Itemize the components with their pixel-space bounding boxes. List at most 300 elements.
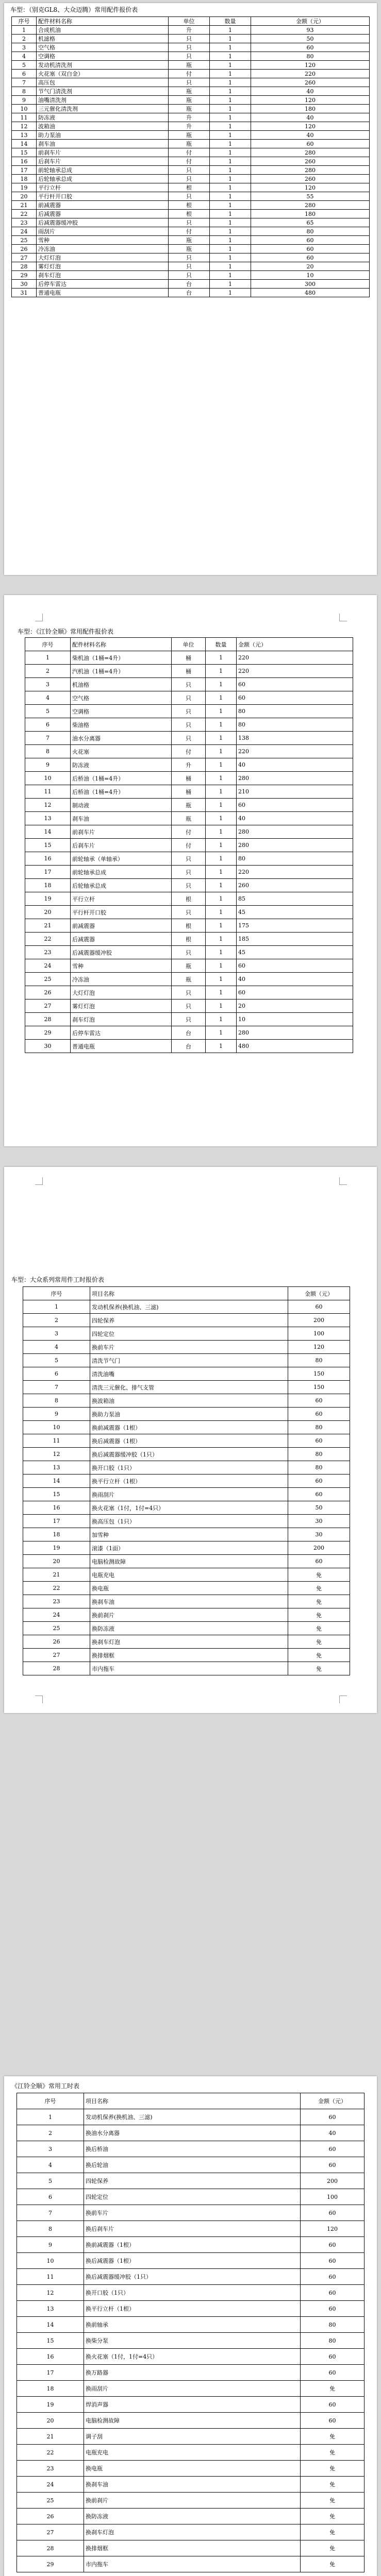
index-cell: 15 (25, 839, 71, 852)
quantity-cell: 1 (206, 959, 237, 973)
index-cell: 11 (17, 2269, 84, 2285)
amount-cell: 60 (237, 986, 353, 999)
part-name-cell: 普通电瓶 (71, 1040, 172, 1053)
table-row (25, 691, 353, 705)
index-cell: 23 (17, 2461, 84, 2477)
quantity-cell: 1 (210, 61, 251, 70)
amount-cell: 60 (237, 959, 353, 973)
table-header-row (25, 638, 353, 651)
part-name-cell: 大灯灯泡 (37, 253, 169, 262)
page-title: 车型：（别克GL8、大众迈腾）常用配件报价表 (10, 6, 138, 13)
amount-cell: 40 (251, 131, 370, 140)
table-row (23, 1555, 350, 1568)
part-name-cell: 后刹车片 (37, 157, 169, 166)
amount-cell: 80 (288, 1461, 350, 1475)
index-cell: 4 (12, 52, 37, 61)
table-row (12, 43, 370, 52)
amount-cell: 150 (288, 1381, 350, 1394)
quantity-cell: 数量 (210, 17, 251, 26)
unit-cell: 瓶 (169, 61, 210, 70)
amount-cell: 220 (251, 70, 370, 78)
amount-cell: 200 (288, 1541, 350, 1555)
unit-cell: 只 (172, 732, 206, 745)
table-row (25, 718, 353, 732)
table-row (17, 2540, 365, 2556)
part-name-cell: 柴机油（1桶=4升） (71, 651, 172, 665)
index-cell: 16 (25, 852, 71, 866)
parts-price-table (11, 16, 370, 297)
quantity-cell: 1 (206, 1026, 237, 1040)
amount-cell: 60 (251, 253, 370, 262)
amount-cell: 85 (237, 892, 353, 906)
table-row (12, 271, 370, 280)
unit-cell: 瓶 (172, 959, 206, 973)
amount-cell: 免 (288, 1649, 350, 1662)
index-cell: 14 (25, 825, 71, 839)
quantity-cell: 1 (206, 799, 237, 812)
unit-cell: 付 (172, 839, 206, 852)
amount-cell: 免 (301, 2509, 365, 2524)
item-name-cell: 换防冻液 (90, 1622, 288, 1635)
item-name-cell: 电瓶充电 (90, 1568, 288, 1582)
index-cell: 27 (12, 253, 37, 262)
unit-cell: 只 (169, 166, 210, 175)
unit-cell: 升 (172, 758, 206, 772)
index-cell: 13 (23, 1461, 90, 1475)
part-name-cell: 冷冻油 (37, 245, 169, 253)
unit-cell: 只 (172, 906, 206, 919)
index-cell: 2 (25, 665, 71, 678)
item-name-cell: 清洗节气门 (90, 1354, 288, 1367)
amount-cell: 免 (301, 2429, 365, 2445)
amount-cell: 60 (288, 1475, 350, 1488)
item-name-cell: 四轮定位 (84, 2189, 301, 2205)
index-cell: 5 (23, 1354, 90, 1367)
index-cell: 13 (17, 2301, 84, 2317)
index-cell: 26 (23, 1635, 90, 1649)
table-row (23, 1448, 350, 1461)
index-cell: 17 (12, 166, 37, 175)
index-cell: 15 (12, 148, 37, 157)
part-name-cell: 空调格 (71, 705, 172, 718)
part-name-cell: 雾灯灯泡 (71, 999, 172, 1013)
amount-cell: 40 (251, 113, 370, 122)
part-name-cell: 刹车灯泡 (71, 1013, 172, 1026)
amount-cell: 60 (237, 691, 353, 705)
index-cell: 9 (12, 96, 37, 105)
table-row (12, 210, 370, 218)
index-cell: 15 (17, 2333, 84, 2349)
part-name-cell: 发动机清洗剂 (37, 61, 169, 70)
part-name-cell: 防冻液 (71, 758, 172, 772)
part-name-cell: 平行杆开口胶 (71, 906, 172, 919)
unit-cell: 升 (169, 113, 210, 122)
amount-cell: 220 (237, 665, 353, 678)
table-row (25, 946, 353, 959)
margin-corner (35, 1696, 43, 1703)
index-cell: 21 (17, 2429, 84, 2445)
unit-cell: 台 (169, 280, 210, 289)
index-cell: 2 (12, 35, 37, 43)
margin-corner (35, 1177, 43, 1185)
index-cell: 19 (17, 2397, 84, 2413)
part-name-cell: 大灯灯泡 (71, 986, 172, 999)
item-name-cell: 换雨刮片 (84, 2381, 301, 2397)
index-cell: 11 (23, 1434, 90, 1448)
index-cell: 30 (12, 280, 37, 289)
table-row (25, 732, 353, 745)
part-name-cell: 后减震器缓冲胶 (37, 218, 169, 227)
table-row (25, 1013, 353, 1026)
margin-corner (339, 1696, 347, 1703)
table-row (23, 1622, 350, 1635)
page-title: 《江铃全顺》常用工时表 (11, 2082, 80, 2090)
table-row (25, 812, 353, 825)
amount-cell: 40 (237, 812, 353, 825)
item-name-cell: 换后减震器缓冲胶（1只） (90, 1448, 288, 1461)
item-name-cell: 清洗三元催化、排气支管 (90, 1381, 288, 1394)
quantity-cell: 1 (210, 157, 251, 166)
index-cell: 25 (23, 1622, 90, 1635)
amount-cell: 免 (288, 1595, 350, 1608)
quantity-cell: 1 (210, 192, 251, 201)
amount-cell: 免 (301, 2556, 365, 2572)
item-name-cell: 清洗油嘴 (90, 1367, 288, 1381)
quantity-cell: 1 (210, 26, 251, 35)
index-cell: 21 (12, 201, 37, 210)
table-row (17, 2301, 365, 2317)
amount-cell: 免 (288, 1568, 350, 1582)
index-cell: 7 (17, 2205, 84, 2221)
amount-cell: 80 (251, 52, 370, 61)
index-cell: 15 (23, 1488, 90, 1501)
amount-cell: 60 (251, 140, 370, 148)
amount-cell: 200 (288, 1314, 350, 1327)
item-name-cell: 换雨刮片 (90, 1488, 288, 1501)
index-cell: 13 (12, 131, 37, 140)
table-row (25, 933, 353, 946)
amount-cell: 120 (288, 1341, 350, 1354)
unit-cell: 只 (169, 52, 210, 61)
table-row (23, 1635, 350, 1649)
amount-cell: 280 (237, 825, 353, 839)
item-name-cell: 换火花塞（1付，1付=4只） (90, 1501, 288, 1515)
index-cell: 9 (25, 758, 71, 772)
table-row (17, 2429, 365, 2445)
table-row (12, 113, 370, 122)
index-cell: 6 (25, 718, 71, 732)
table-row (17, 2285, 365, 2301)
table-row (25, 758, 353, 772)
amount-cell: 60 (237, 678, 353, 691)
item-name-cell: 电脑检测故障 (90, 1555, 288, 1568)
table-row (12, 96, 370, 105)
table-row (17, 2493, 365, 2509)
part-name-cell: 平行立杆 (71, 892, 172, 906)
table-row (17, 2205, 365, 2221)
unit-cell: 桶 (172, 651, 206, 665)
item-name-cell: 电脑检测故障 (84, 2413, 301, 2429)
item-name-cell: 电瓶充电 (84, 2445, 301, 2461)
unit-cell: 只 (169, 43, 210, 52)
amount-cell: 480 (251, 289, 370, 297)
part-name-cell: 合成机油 (37, 26, 169, 35)
index-cell: 24 (17, 2477, 84, 2493)
amount-cell: 金额（元） (288, 1287, 350, 1300)
part-name-cell: 助力泵油 (37, 131, 169, 140)
table-header-row (23, 1287, 350, 1300)
amount-cell: 免 (288, 1608, 350, 1622)
unit-cell: 只 (169, 35, 210, 43)
index-cell: 16 (17, 2349, 84, 2365)
index-cell: 21 (23, 1568, 90, 1582)
amount-cell: 60 (301, 2237, 365, 2253)
index-cell: 7 (23, 1381, 90, 1394)
index-cell: 17 (25, 866, 71, 879)
amount-cell: 120 (301, 2221, 365, 2237)
table-row (25, 906, 353, 919)
document-page-3 (4, 1167, 377, 1713)
unit-cell: 只 (172, 946, 206, 959)
unit-cell: 单位 (169, 17, 210, 26)
part-name-cell: 后停车雷达 (71, 1026, 172, 1040)
item-name-cell: 市内拖车 (84, 2556, 301, 2572)
part-name-cell: 后桥油（1桶=4升） (71, 772, 172, 785)
amount-cell: 220 (237, 866, 353, 879)
table-row (25, 852, 353, 866)
unit-cell: 只 (172, 866, 206, 879)
table-row (25, 973, 353, 986)
table-row (25, 799, 353, 812)
quantity-cell: 1 (210, 289, 251, 297)
amount-cell: 60 (251, 43, 370, 52)
quantity-cell: 1 (210, 52, 251, 61)
item-name-cell: 调子刮 (84, 2429, 301, 2445)
item-name-cell: 项目名称 (84, 2093, 301, 2109)
index-cell: 3 (25, 678, 71, 691)
index-cell: 12 (25, 799, 71, 812)
index-cell: 5 (12, 61, 37, 70)
index-cell: 12 (23, 1448, 90, 1461)
margin-corner (339, 1177, 347, 1185)
unit-cell: 只 (172, 718, 206, 732)
index-cell: 28 (23, 1662, 90, 1675)
table-row (23, 1568, 350, 1582)
item-name-cell: 换刹车灯泡 (90, 1635, 288, 1649)
table-row (12, 122, 370, 131)
index-cell: 5 (17, 2173, 84, 2189)
index-cell: 22 (23, 1582, 90, 1595)
amount-cell: 30 (288, 1528, 350, 1541)
unit-cell: 升 (169, 122, 210, 131)
amount-cell: 60 (301, 2269, 365, 2285)
index-cell: 14 (23, 1475, 90, 1488)
unit-cell: 只 (172, 705, 206, 718)
amount-cell: 免 (288, 1635, 350, 1649)
page-title: 车型：《江铃全顺》常用配件报价表 (18, 628, 114, 635)
table-row (12, 262, 370, 271)
amount-cell: 60 (288, 1555, 350, 1568)
table-row (17, 2477, 365, 2493)
amount-cell: 80 (237, 852, 353, 866)
index-cell: 18 (23, 1528, 90, 1541)
table-row (17, 2157, 365, 2173)
unit-cell: 只 (172, 879, 206, 892)
part-name-cell: 机滤格 (37, 35, 169, 43)
table-row (23, 1608, 350, 1622)
amount-cell: 220 (237, 745, 353, 758)
item-name-cell: 四轮保养 (90, 1314, 288, 1327)
table-row (25, 705, 353, 718)
unit-cell: 只 (169, 78, 210, 87)
unit-cell: 只 (172, 1013, 206, 1026)
index-cell: 21 (25, 919, 71, 933)
item-name-cell: 换油水分离器 (84, 2125, 301, 2141)
amount-cell: 40 (251, 87, 370, 96)
index-cell: 5 (25, 705, 71, 718)
index-cell: 27 (25, 999, 71, 1013)
table-row (25, 999, 353, 1013)
amount-cell: 60 (301, 2413, 365, 2429)
index-cell: 19 (25, 892, 71, 906)
unit-cell: 付 (169, 157, 210, 166)
quantity-cell: 1 (206, 758, 237, 772)
part-name-cell: 后桥油（1桶=4升） (71, 785, 172, 799)
table-row (25, 745, 353, 758)
amount-cell: 50 (288, 1501, 350, 1515)
item-name-cell: 换前刹片 (84, 2493, 301, 2509)
part-name-cell: 前刹车片 (71, 825, 172, 839)
amount-cell: 280 (251, 148, 370, 157)
amount-cell: 80 (288, 1448, 350, 1461)
index-cell: 29 (25, 1026, 71, 1040)
item-name-cell: 换刹车油 (84, 2477, 301, 2493)
table-row (17, 2189, 365, 2205)
item-name-cell: 换电瓶 (84, 2461, 301, 2477)
document-page-4 (4, 2076, 377, 2576)
index-cell: 6 (12, 70, 37, 78)
amount-cell: 60 (301, 2205, 365, 2221)
item-name-cell: 发动机保养(换机油、三滤) (90, 1300, 288, 1314)
table-row (17, 2125, 365, 2141)
amount-cell: 60 (288, 1488, 350, 1501)
table-row (23, 1421, 350, 1434)
quantity-cell: 1 (206, 812, 237, 825)
unit-cell: 台 (172, 1026, 206, 1040)
amount-cell: 免 (301, 2493, 365, 2509)
amount-cell: 260 (251, 175, 370, 183)
table-row (23, 1488, 350, 1501)
part-name-cell: 刹车油 (37, 140, 169, 148)
item-name-cell: 换前轴承 (84, 2317, 301, 2333)
item-name-cell: 换火花塞（1付，1付=4只） (84, 2349, 301, 2365)
amount-cell: 185 (237, 933, 353, 946)
amount-cell: 300 (251, 280, 370, 289)
quantity-cell: 1 (206, 785, 237, 799)
index-cell: 28 (25, 1013, 71, 1026)
part-name-cell: 高压包 (37, 78, 169, 87)
quantity-cell: 1 (210, 166, 251, 175)
table-row (12, 183, 370, 192)
part-name-cell: 油嘴清洗剂 (37, 96, 169, 105)
table-row (25, 919, 353, 933)
index-cell: 3 (17, 2141, 84, 2157)
table-row (25, 1040, 353, 1053)
item-name-cell: 换后刹车片 (84, 2221, 301, 2237)
quantity-cell: 1 (210, 113, 251, 122)
table-row (25, 839, 353, 852)
item-name-cell: 换刹车灯泡 (84, 2524, 301, 2540)
index-cell: 27 (17, 2524, 84, 2540)
part-name-cell: 机油格 (71, 678, 172, 691)
unit-cell: 只 (169, 262, 210, 271)
amount-cell: 60 (251, 245, 370, 253)
quantity-cell: 1 (210, 175, 251, 183)
quantity-cell: 1 (206, 732, 237, 745)
unit-cell: 只 (172, 852, 206, 866)
unit-cell: 付 (172, 745, 206, 758)
amount-cell: 60 (301, 2365, 365, 2381)
table-row (12, 289, 370, 297)
table-row (23, 1381, 350, 1394)
part-name-cell: 空气格 (71, 691, 172, 705)
index-cell: 3 (23, 1327, 90, 1341)
table-row (23, 1649, 350, 1662)
item-name-cell: 换柴分泵 (84, 2333, 301, 2349)
table-row (12, 140, 370, 148)
table-row (25, 785, 353, 799)
amount-cell: 93 (251, 26, 370, 35)
quantity-cell: 1 (210, 271, 251, 280)
quantity-cell: 1 (210, 78, 251, 87)
table-row (17, 2461, 365, 2477)
quantity-cell: 1 (210, 280, 251, 289)
table-row (23, 1475, 350, 1488)
quantity-cell: 1 (210, 218, 251, 227)
index-cell: 7 (25, 732, 71, 745)
index-cell: 10 (12, 105, 37, 113)
amount-cell: 80 (301, 2317, 365, 2333)
index-cell: 25 (25, 973, 71, 986)
quantity-cell: 1 (206, 678, 237, 691)
part-name-cell: 前轮轴承（单轴承） (71, 852, 172, 866)
index-cell: 14 (17, 2317, 84, 2333)
quantity-cell: 1 (210, 183, 251, 192)
table-row (12, 201, 370, 210)
index-cell: 23 (12, 218, 37, 227)
item-name-cell: 换排烟框 (90, 1649, 288, 1662)
table-row (23, 1394, 350, 1408)
index-cell: 序号 (12, 17, 37, 26)
quantity-cell: 1 (210, 70, 251, 78)
unit-cell: 台 (169, 289, 210, 297)
index-cell: 10 (17, 2253, 84, 2269)
table-row (12, 175, 370, 183)
part-name-cell: 前刹车片 (37, 148, 169, 157)
unit-cell: 付 (169, 148, 210, 157)
amount-cell: 免 (288, 1582, 350, 1595)
amount-cell: 280 (237, 839, 353, 852)
item-name-cell: 换开口胶（1只） (84, 2285, 301, 2301)
index-cell: 12 (12, 122, 37, 131)
unit-cell: 桶 (172, 665, 206, 678)
amount-cell: 80 (251, 227, 370, 236)
index-cell: 17 (23, 1515, 90, 1528)
amount-cell: 80 (237, 705, 353, 718)
table-row (12, 148, 370, 157)
quantity-cell: 1 (206, 718, 237, 732)
table-row (25, 879, 353, 892)
